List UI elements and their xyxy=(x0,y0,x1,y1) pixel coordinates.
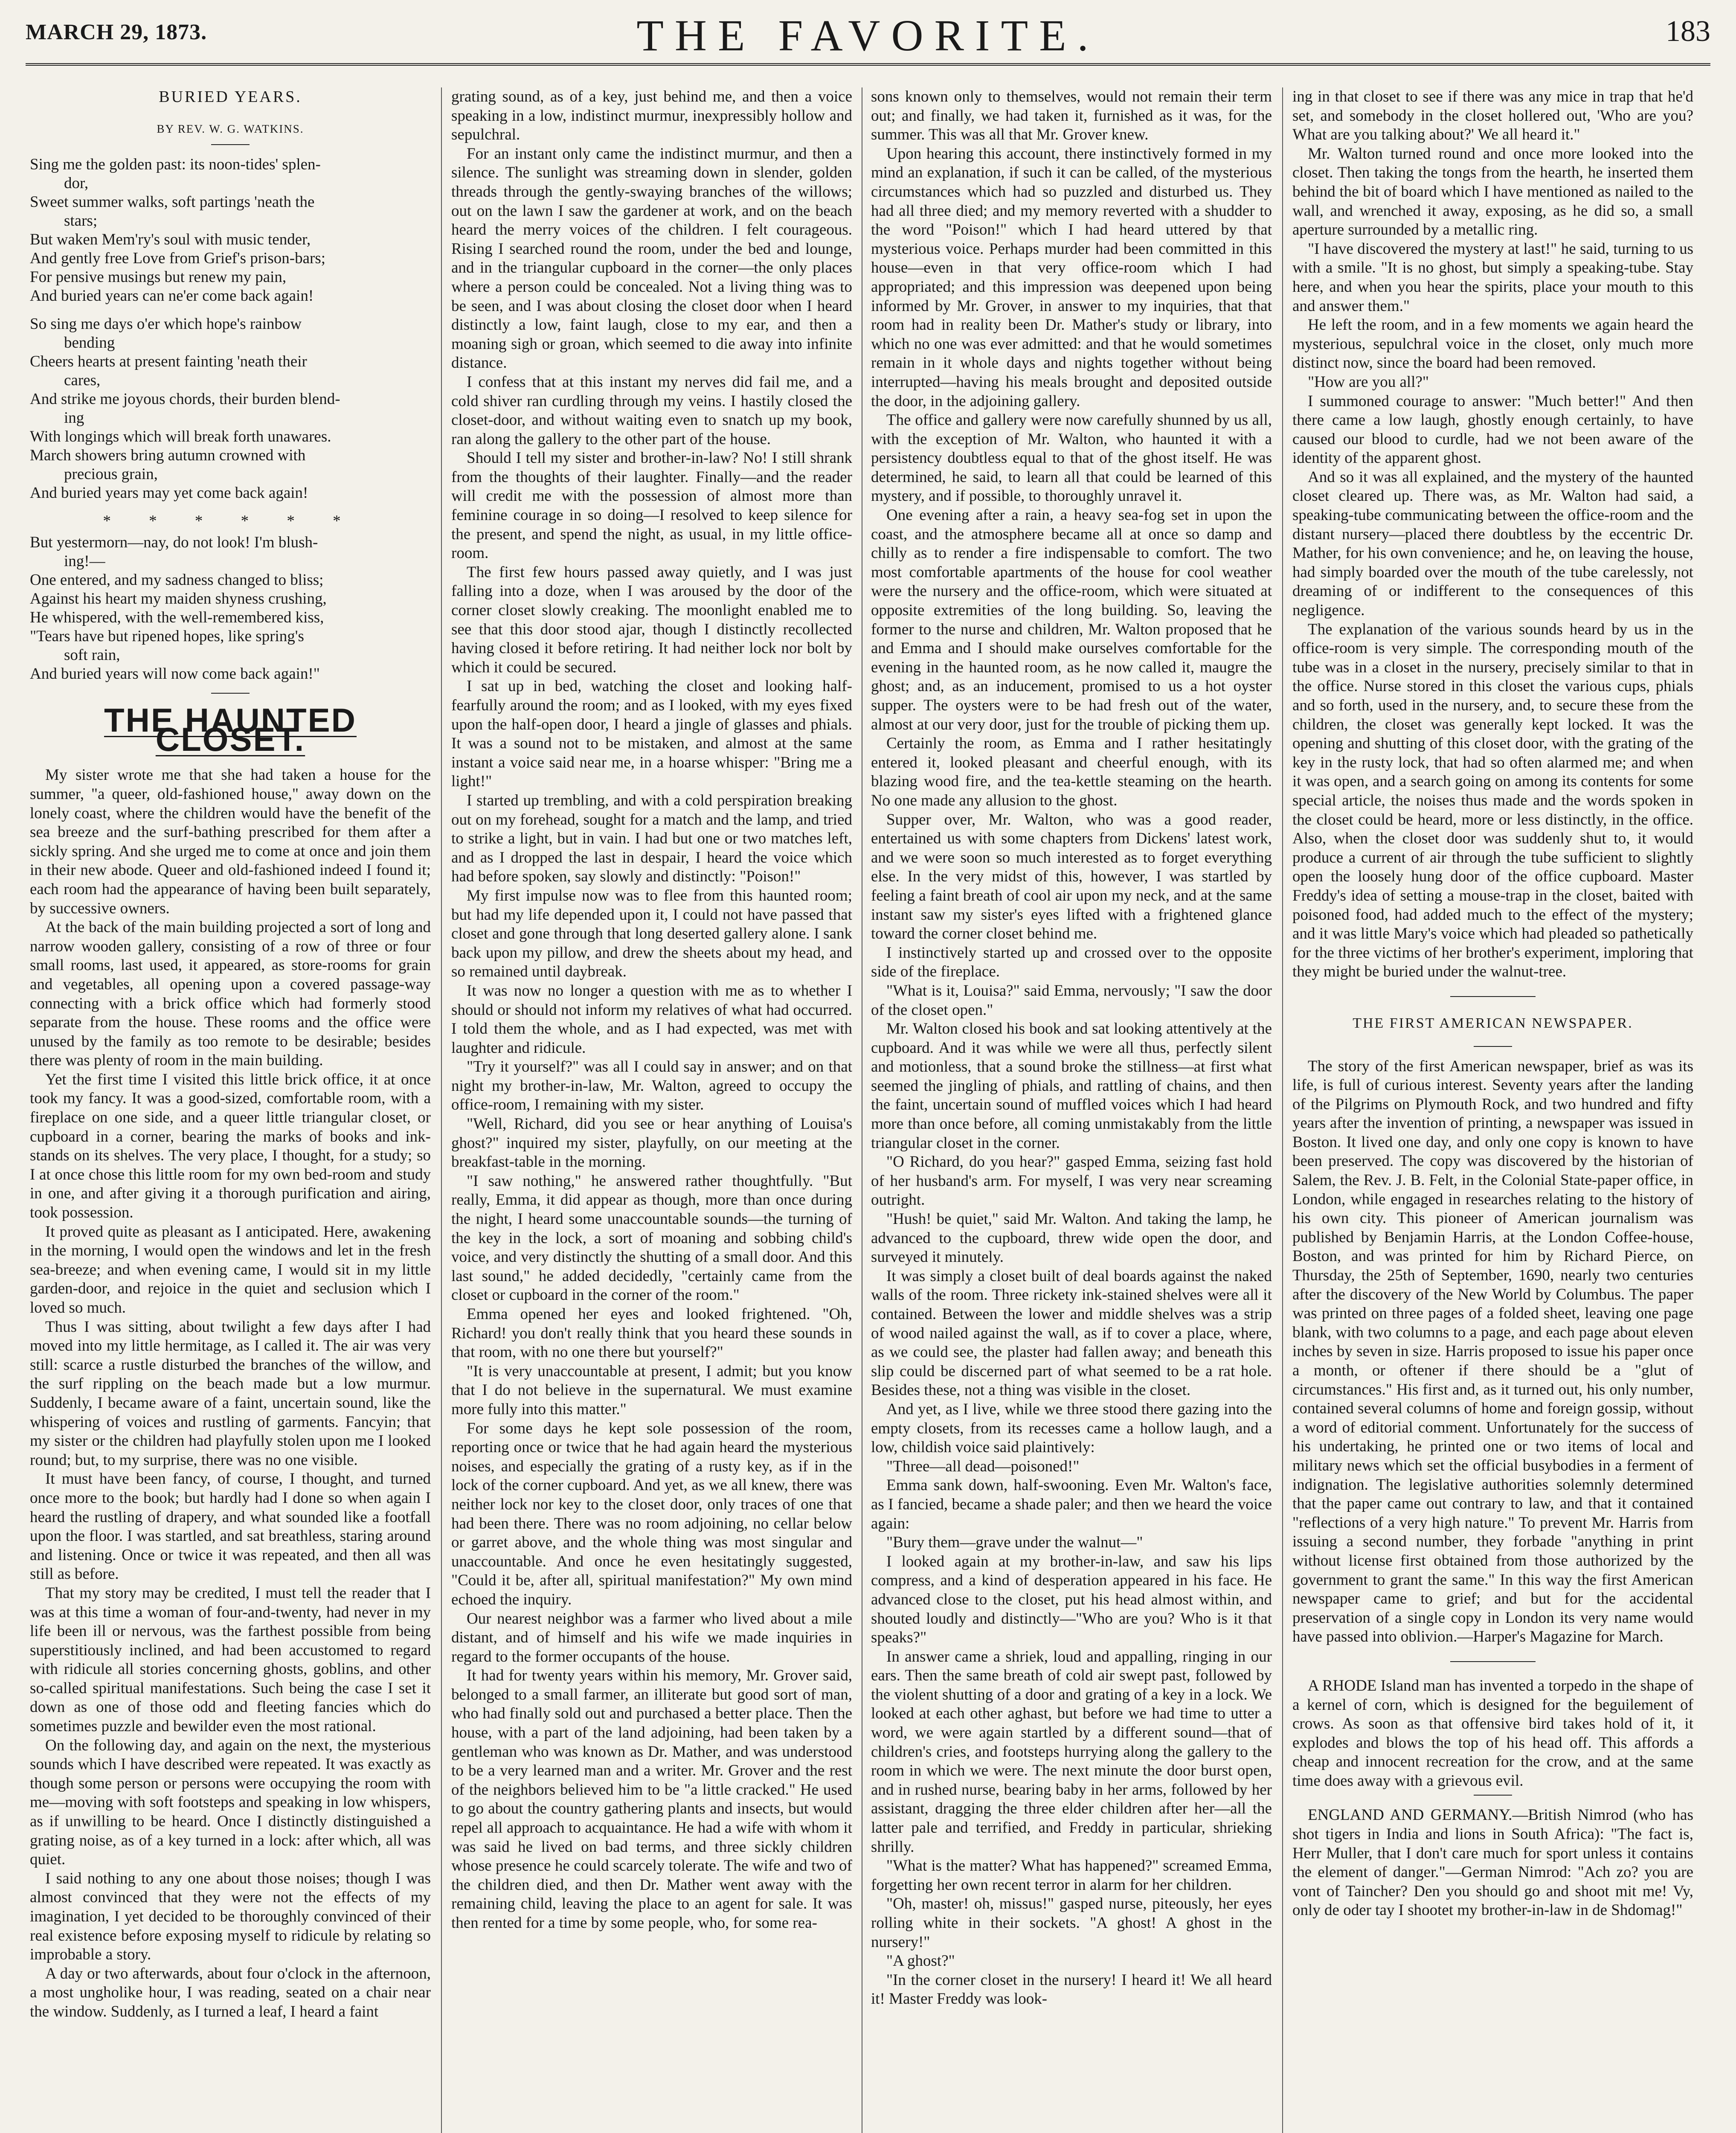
paragraph: I sat up in bed, watching the closet and looking half-fearfully around the room; and as I looked, with my eyes fixed upon the half-open door, I heard a jingle of glasses and phials. It was a sound not to be mistaken, and almost at the same instant a voice said near me, in a hoarse whisper: "Bring me a light!" xyxy=(451,677,852,790)
divider xyxy=(211,693,250,694)
paragraph: And so it was all explained, and the mystery of the haunted closet cleared up. There was, as Mr. Walton had said, a speaking-tube communicating between the office-room and the distant nursery—placed there doubtless by the eccentric Dr. Mather, for his own convenience; and he, on leaving the house, had simply boarded over the mouth of the tube carelessly, not dreaming of or indifferent to the consequences of this negligence. xyxy=(1292,468,1693,619)
paragraph: Yet the first time I visited this little brick office, it at once took my fancy. It was a good-sized, comfortable room, with a fireplace on one side, and a queer little triangular closet, or cupboard in a corner, bearing the marks of books and ink-stands on its shelves. The very place, I thought, for a study; so I at once chose this little room for my own bed-room and study in one, and after giving it a thorough purification and airing, took possession. xyxy=(30,1070,431,1222)
story-column-1 xyxy=(30,766,431,2021)
paragraph: "I saw nothing," he answered rather thoughtfully. "But really, Emma, it did appear as though, more than once during the night, I heard some unaccountable sounds—the turning of the key in the lock, a sort of moaning and sobbing child's voice, and very distinctly the shutting of a small door. And this last sound," he added decidedly, "certainly came from the closet or cupboard in the corner of the room." xyxy=(451,1172,852,1304)
paragraph: Emma opened her eyes and looked frightened. "Oh, Richard! you don't really think that you heard these sounds in that room, with no one there but yourself?" xyxy=(451,1305,852,1361)
paragraph: On the following day, and again on the next, the mysterious sounds which I have described were repeated. It was exactly as though some person or persons were occupying the room with me—moving with soft footsteps and speaking in low whispers, as if unwilling to be heard. Once I distinctly distinguished a grating noise, as of a key turned in a lock: after which, all was quiet. xyxy=(30,1736,431,1869)
paragraph: That my story may be credited, I must tell the reader that I was at this time a woman of four-and-twenty, had never in my life been ill or nervous, was the farthest possible from being superstitiously inclined, and had been accustomed to regard with ridicule all stories concerning ghosts, goblins, and other so-called spiritual manifestations. Such being the case I set it down as one of those odd and fleeting fancies which do sometimes puzzle and bewilder even the most rational. xyxy=(30,1584,431,1735)
poem-stanza-3: But yestermorn—nay, do not look! I'm blush- ing!— One entered, and my sadness changed to bliss; Against his heart my maiden shyness crushing, He whispered, with the well-remembered kiss, "Tears have but ripened hopes, like spring's soft rain, And buried years will now come back again!" xyxy=(30,534,327,683)
paragraph: I confess that at this instant my nerves did fail me, and a cold shiver ran curdling through my veins. I hastily closed the closet-door, and without waiting even to snatch up my book, ran along the gallery to the other part of the house. xyxy=(451,373,852,448)
paragraph: Certainly the room, as Emma and I rather hesitatingly entered it, looked pleasant and cheerful enough, with its blazing wood fire, and the tea-kettle steaming on the hearth. No one made any allusion to the ghost. xyxy=(871,735,1272,809)
paragraph: ing in that closet to see if there was any mice in trap that he'd set, and somebody in the closet hollered out, 'Who are you? What are you talking about?' We all heard it." xyxy=(1292,88,1693,144)
paragraph: Our nearest neighbor was a farmer who lived about a mile distant, and of himself and his wife we made inquiries in regard to the former occupants of the house. xyxy=(451,1610,852,1665)
paragraph: I said nothing to any one about those noises; though I was almost convinced that they were not the effects of my imagination, I yet decided to be thoroughly convinced of their real existence before exposing myself to ridicule by relating so improbable a story. xyxy=(30,1869,431,1964)
poem-stanza-2: So sing me days o'er which hope's rainbow bending Cheers hearts at present fainting 'neath their cares, And strike me joyous chords, their burden blend- ing With longings which will break forth unawares. March showers bring autumn crowned with precious grain, And buried years may yet come back again! xyxy=(30,315,340,502)
paragraph: "A ghost?" xyxy=(886,1952,955,1970)
paragraph: It proved quite as pleasant as I anticipated. Here, awakening in the morning, I would open the windows and let in the fresh sea-breeze; and when evening came, I would sit in my little garden-door, and rejoice in the quiet and seclusion which I loved so much. xyxy=(30,1223,431,1316)
paragraph: The first few hours passed away quietly, and I was just falling into a doze, when I was aroused by the door of the corner closet slowly creaking. The moonlight enabled me to see that this door stood ajar, though I distinctly recollected having closed it before retiring. It had neither lock nor bolt by which it could be secured. xyxy=(451,563,852,676)
paragraph: For an instant only came the indistinct murmur, and then a silence. The sunlight was streaming down in slender, golden threads through the gently-swaying branches of the willows; out on the lawn I saw the gardener at work, and on the beach heard the merry voices of the children. I felt courageous. Rising I searched round the room, under the bed and lounge, and in the triangular cupboard in the corner—the only places where a person could be concealed. Not a living thing was to be seen, and I was about closing the closet door when I heard distinctly a low, faint laugh, close to my ear, and then a moaning sigh or groan, which seemed to die away into infinite distance. xyxy=(451,145,852,372)
paragraph: ENGLAND AND GERMANY.—British Nimrod (who has shot tigers in India and lions in South Africa): "The fact is, Herr Muller, that I don't care much for sport unless it contains the element of danger."—German Nimrod: "Ach zo? you are vont of Taincher? Den you should go and shoot mit me! Vy, only de oder tay I shootet my brother-in-law in de Shdomag!" xyxy=(1292,1806,1693,1919)
issue-date: MARCH 29, 1873. xyxy=(26,20,207,44)
paragraph: I summoned courage to answer: "Much better!" And then there came a low laugh, ghostly enough certainly, to have caused our blood to curdle, had we not been aware of the identity of the apparent ghost. xyxy=(1292,392,1693,467)
poem-body xyxy=(30,155,431,683)
paragraph: Emma sank down, half-swooning. Even Mr. Walton's face, as I fancied, became a shade paler; and then we heard the voice again: xyxy=(871,1476,1272,1532)
paragraph: The story of the first American newspaper, brief as was its life, is full of curious interest. Seventy years after the landing of the Pilgrims on Plymouth Rock, and two hundred and fifty years after the invention of printing, a newspaper was issued in Boston. It lived one day, and only one copy is known to have been preserved. The copy was discovered by the historian of Salem, the Rev. J. B. Felt, in the Colonial State-paper office, in London, while engaged in researches relating to the history of his own city. This pioneer of American journalism was published by Benjamin Harris, at the London Coffee-house, Boston, and was printed for him by Richard Pierce, on Thursday, the 25th of September, 1690, nearly two centuries after the discovery of the New World by Columbus. The paper was printed on three pages of a folded sheet, leaving one page blank, with two columns to a page, and each page about eleven inches by seven in size. Harris proposed to issue his paper once a month, or oftener if there should be a "glut of circumstances." His first and, as it turned out, his only number, contained several columns of home and foreign gossip, without a word of editorial comment. Unfortunately for the success of his undertaking, he printed one or two items of local and military news which set the official busybodies in a ferment of indignation. The legislative authorities solemnly determined that the paper came out contrary to law, and that it contained "reflections of a very high nature." To prevent Mr. Harris from issuing a second number, they forbade "anything in print without license first obtained from those authorized by the government to grant the same." In this way the first American newspaper came to grief; and but for the accidental preservation of a single copy in London its very name would have passed into oblivion.—Harper's Magazine for March. xyxy=(1292,1057,1693,1646)
paragraph: It must have been fancy, of course, I thought, and turned once more to the book; but hardly had I done so when again I heard the rustling of drapery, and what sounded like a footfall upon the floor. I was startled, and sat breathless, staring around and listening. Once or twice it was repeated, and then all was still as before. xyxy=(30,1470,431,1583)
divider xyxy=(1450,996,1536,997)
story-title: THE HAUNTED CLOSET. xyxy=(104,701,357,758)
divider xyxy=(1450,1661,1536,1662)
page-number: 183 xyxy=(1666,15,1710,48)
paragraph: In answer came a shriek, loud and appalling, ringing in our ears. Then the same breath of cold air swept past, followed by the violent shutting of a door and grating of a key in a lock. We looked at each other aghast, but before we had time to utter a word, we were again startled by a different sound—that of children's cries, and footsteps hurrying along the gallery to the room in which we were. The next minute the door burst open, and in rushed nurse, bearing baby in her arms, followed by her assistant, dragging the three elder children after her—all the latter pale and terrified, and Freddy in particular, shrieking shrilly. xyxy=(871,1648,1272,1856)
paragraph: "Well, Richard, did you see or hear anything of Louisa's ghost?" inquired my sister, playfully, on our meeting at the breakfast-table in the morning. xyxy=(451,1115,852,1171)
paragraph: "Hush! be quiet," said Mr. Walton. And taking the lamp, he advanced to the cupboard, threw wide open the door, and surveyed it minutely. xyxy=(871,1210,1272,1266)
paragraph: "I have discovered the mystery at last!" he said, turning to us with a smile. "It is no ghost, but simply a speaking-tube. Stay here, and when you hear the spirits, place your mouth to this and answer them." xyxy=(1292,240,1693,315)
paragraph: A RHODE Island man has invented a torpedo in the shape of a kernel of corn, which is designed for the beguilement of crows. As soon as that offensive bird takes hold of it, it explodes and blows the top of his head off. This affords a cheap and innocent recreation for the crow, and at the same time does away with a grievous evil. xyxy=(1292,1677,1693,1790)
paragraph: "Three—all dead—poisoned!" xyxy=(886,1457,1080,1475)
paragraph: For some days he kept sole possession of the room, reporting once or twice that he had again heard the mysterious noises, and especially the grating of a rusty key, as if in the lock of the corner cupboard. And yet, as we all knew, there was neither lock nor key to the closet door, only traces of one that had been there. There was no room adjoining, no cellar below or garret above, and the whole thing was most singular and unaccountable. And once he even hesitatingly suggested, "Could it be, after all, spiritual manifestation?" My own mind echoed the inquiry. xyxy=(451,1419,852,1608)
paragraph: The office and gallery were now carefully shunned by us all, with the exception of Mr. Walton, who haunted it with a persistency doubtless equal to that of the ghost itself. He was determined, he said, to learn all that could be learned of this mystery, and if possible, to thoroughly unravel it. xyxy=(871,411,1272,505)
paragraph: It had for twenty years within his memory, Mr. Grover said, belonged to a small farmer, an illiterate but good sort of man, who had finally sold out and purchased a better place. Then the house, with a part of the land adjoining, had been taken by a gentleman who was known as Dr. Mather, and was understood to be a very learned man and a writer. Mr. Grover and the rest of the neighbors believed him to be "a little cracked." He used to go about the country gathering plants and insects, but would repel all approach to acquaintance. He had a wife with whom it was said he lived on bad terms, and three sickly children whose presence he could scarcely tolerate. The wife and two of the children died, and then Dr. Mather went away with the remaining child, leaving the place to an agent for sale. It was then rented for a time by some people, who, for some rea- xyxy=(451,1667,852,1932)
paragraph: "It is very unaccountable at present, I admit; but you know that I do not believe in the supernatural. We must examine more fully into this matter." xyxy=(451,1362,852,1418)
paragraph: "Try it yourself?" was all I could say in answer; and on that night my brother-in-law, Mr. Walton, agreed to occupy the office-room, I remaining with my sister. xyxy=(451,1058,852,1114)
paragraph: "What is the matter? What has happened?" screamed Emma, forgetting her own recent terror in alarm for her children. xyxy=(871,1857,1272,1894)
paragraph: I looked again at my brother-in-law, and saw his lips compress, and a kind of desperation appeared in his face. He advanced close to the closet, put his head almost within, and shouted loudly and distinctly—"Who are you? Who is it that speaks?" xyxy=(871,1552,1272,1647)
paragraph: I instinctively started up and crossed over to the opposite side of the fireplace. xyxy=(871,944,1272,981)
paragraph: One evening after a rain, a heavy sea-fog set in upon the coast, and the atmosphere became all at once so damp and chilly as to render a fire indispensable to comfort. The two most comfortable apartments of the house for cool weather were the nursery and the office-room, which were situated at opposite extremities of the long building. So, leaving the former to the nurse and children, Mr. Walton proposed that he and Emma and I should make ourselves comfortable for the evening in the haunted room, as he now called it, maugre the ghost; and, as an inducement, promised to us a hot oyster supper. The oysters were to be had fresh out of the water, almost at our very door, just for the trouble of picking them up. xyxy=(871,506,1272,733)
paragraph: "Bury them—grave under the walnut—" xyxy=(886,1534,1143,1552)
paragraph: It was simply a closet built of deal boards against the naked walls of the room. Three rickety ink-stained shelves were all it contained. Between the lower and middle shelves was a strip of wood nailed against the wall, as if to cover a place, where, as we could see, the plaster had fallen away; and beneath this slip could be discerned part of what seemed to be a rat hole. Besides these, not a thing was visible in the closet. xyxy=(871,1267,1272,1399)
paragraph: "O Richard, do you hear?" gasped Emma, seizing fast hold of her husband's arm. For myself, I was very near screaming outright. xyxy=(871,1153,1272,1209)
paragraph: Should I tell my sister and brother-in-law? No! I still shrank from the thoughts of their laughter. Finally—and the reader will credit me with the possession of almost more than feminine courage in so doing—I resolved to keep silence for the present, and spend the night, as usual, in my little office-room. xyxy=(451,449,852,562)
paragraph: Mr. Walton closed his book and sat looking attentively at the cupboard. And it was while we were all thus, perfectly silent and motionless, that a sound broke the stillness—at first what seemed the jingling of phials, and rattling of chains, and then the faint, uncertain sound of muffled voices which I had heard more than once before, all coming unmistakably from the little triangular closet in the corner. xyxy=(871,1020,1272,1152)
poem-byline: BY REV. W. G. WATKINS. xyxy=(157,122,304,135)
column-2 xyxy=(451,87,852,2133)
column-rule xyxy=(1282,87,1283,2133)
paragraph: "Oh, master! oh, missus!" gasped nurse, piteously, her eyes rolling white in their sockets. "A ghost! A ghost in the nursery!" xyxy=(871,1895,1272,1951)
divider xyxy=(1474,1046,1512,1047)
paragraph: Upon hearing this account, there instinctively formed in my mind an explanation, if such it can be called, of the mysterious circumstances which had so puzzled and disturbed us. They had all three died; and my memory reverted with a shudder to the word "Poison!" which I had heard uttered by that mysterious voice. Perhaps murder had been committed in this house—even in that very office-room which I had appropriated; and this impression was deepened upon being informed by Mr. Grover, in answer to my inquiries, that that room had in reality been Dr. Mather's study or library, into which no one was ever admitted: and that he would sometimes remain in it whole days and nights together without being interrupted—having his meals brought and deposited outside the door, in the adjoining gallery. xyxy=(871,145,1272,410)
divider xyxy=(211,144,250,145)
paragraph: A day or two afterwards, about four o'clock in the afternoon, a most ungholike hour, I was reading, seated on a chair near the window. Suddenly, as I turned a leaf, I heard a faint xyxy=(30,1964,431,2020)
divider xyxy=(1474,1795,1512,1796)
paragraph: "In the corner closet in the nursery! I heard it! We all heard it! Master Freddy was look- xyxy=(871,1971,1272,2008)
masthead xyxy=(26,8,1710,66)
paragraph: It was now no longer a question with me as to whether I should or should not inform my relatives of what had occurred. I told them the whole, and as I had expected, was met with laughter and ridicule. xyxy=(451,982,852,1057)
paragraph: sons known only to themselves, would not remain their term out; and finally, we had taken it, furnished as it was, for the summer. This was all that Mr. Grover knew. xyxy=(871,88,1272,144)
paragraph: The explanation of the various sounds heard by us in the office-room is very simple. The corresponding mouth of the tube was in a closet in the nursery, precisely similar to that in the office. Nurse stored in this closet the various cups, phials and so forth, used in the nursery, and, to secure these from the children, the closet was generally kept locked. It was the opening and shutting of this closet door, with the grating of the key in the rusty lock, that had so often alarmed me; and when it was open, and a search going on among its contents for some special article, the noises thus made and the words spoken in the closet could be heard, more or less distinctly, in the office. Also, when the closet door was suddenly shut to, it would produce a current of air through the tube sufficient to slightly open the loosely hung door of the office cupboard. Master Freddy's idea of setting a mouse-trap in the closet, baited with poisoned food, had added much to the effect of the mystery; and it was little Mary's voice which had pleaded so pathetically for the three victims of her brother's experiment, imploring that they might be buried under the walnut-tree. xyxy=(1292,620,1693,981)
newspaper-title: THE FAVORITE. xyxy=(636,11,1100,60)
column-3 xyxy=(871,87,1272,2133)
paragraph: Thus I was sitting, about twilight a few days after I had moved into my little hermitage, as I called it. The air was very still: scarce a rustle disturbed the branches of the willow, and the surf rippling on the beach made but a low murmur. Suddenly, I became aware of a faint, uncertain sound, like the whispering of voices and rustling of garments. Fancyin; that my sister or the children had playfully stolen upon me I looked round; but, to my surprise, there was no one visible. xyxy=(30,1318,431,1469)
paragraph: "How are you all?" xyxy=(1308,373,1429,391)
section-stars: * * * * * * xyxy=(103,512,358,530)
paragraph: And yet, as I live, while we three stood there gazing into the empty closets, from its recesses came a hollow laugh, and a low, childish voice said plaintively: xyxy=(871,1400,1272,1456)
paragraph: My sister wrote me that she had taken a house for the summer, "a queer, old-fashioned house," away down on the lonely coast, where the children would have the benefit of the sea breeze and the surf-bathing prescribed for them after a sickly spring. And she urged me to come at once and join them in their new abode. Queer and old-fashioned indeed I found it; each room had the appearance of having been built separately, by successive owners. xyxy=(30,766,431,917)
paragraph: Supper over, Mr. Walton, who was a good reader, entertained us with some chapters from Dickens' latest work, and we were soon so much interested as to forget everything else. In the very midst of this, however, I was startled by feeling a faint breath of cool air upon my neck, and at the same instant saw my sister's eyes lifted with a frightened glance toward the corner closet behind me. xyxy=(871,811,1272,943)
column-1 xyxy=(30,87,431,2133)
paragraph: "What is it, Louisa?" said Emma, nervously; "I saw the door of the closet open." xyxy=(871,982,1272,1019)
paragraph: At the back of the main building projected a sort of long and narrow wooden gallery, consisting of a row of three or four small rooms, last used, it appeared, as store-rooms for grain and vegetables, all opening upon a covered passage-way connecting with a brick office which had formerly stood separate from the house. These rooms and the office were unused by the family as too remote to be desirable; besides there was plenty of room in the main building. xyxy=(30,918,431,1069)
paragraph: My first impulse now was to flee from this haunted room; but had my life depended upon it, I could not have passed that closet and gone through that long deserted gallery alone. I sank back upon my pillow, and drew the sheets about my head, and so remained until daybreak. xyxy=(451,886,852,981)
column-rule xyxy=(441,87,442,2133)
poem-title: BURIED YEARS. xyxy=(159,88,302,106)
paragraph: I started up trembling, and with a cold perspiration breaking out on my forehead, sought for a match and the lamp, and tried to strike a light, but in vain. I had but one or two matches left, and as I dropped the last in despair, I heard the voice which had before spoken, say slowly and distinctly: "Poison!" xyxy=(451,791,852,886)
column-4 xyxy=(1292,87,1693,2133)
paragraph: He left the room, and in a few moments we again heard the mysterious, sepulchral voice in the closet, only much more distinct now, since the board had been removed. xyxy=(1292,316,1693,372)
poem-stanza-1: Sing me the golden past: its noon-tides' splen- dor, Sweet summer walks, soft partings 'neath the stars; But waken Mem'ry's soul with music tender, And gently free Love from Grief's prison-bars; For pensive musings but renew my pain, And buried years can ne'er come back again! xyxy=(30,156,326,305)
paragraph: grating sound, as of a key, just behind me, and then a voice speaking in a low, indistinct murmur, inexpressibly hollow and sepulchral. xyxy=(451,88,852,144)
article-title: THE FIRST AMERICAN NEWSPAPER. xyxy=(1353,1015,1633,1031)
paragraph: Mr. Walton turned round and once more looked into the closet. Then taking the tongs from the hearth, he inserted them behind the bit of board which I have mentioned as nailed to the wall, and wrenched it away, exposing, as he did so, a small aperture surrounded by a metallic ring. xyxy=(1292,145,1693,239)
